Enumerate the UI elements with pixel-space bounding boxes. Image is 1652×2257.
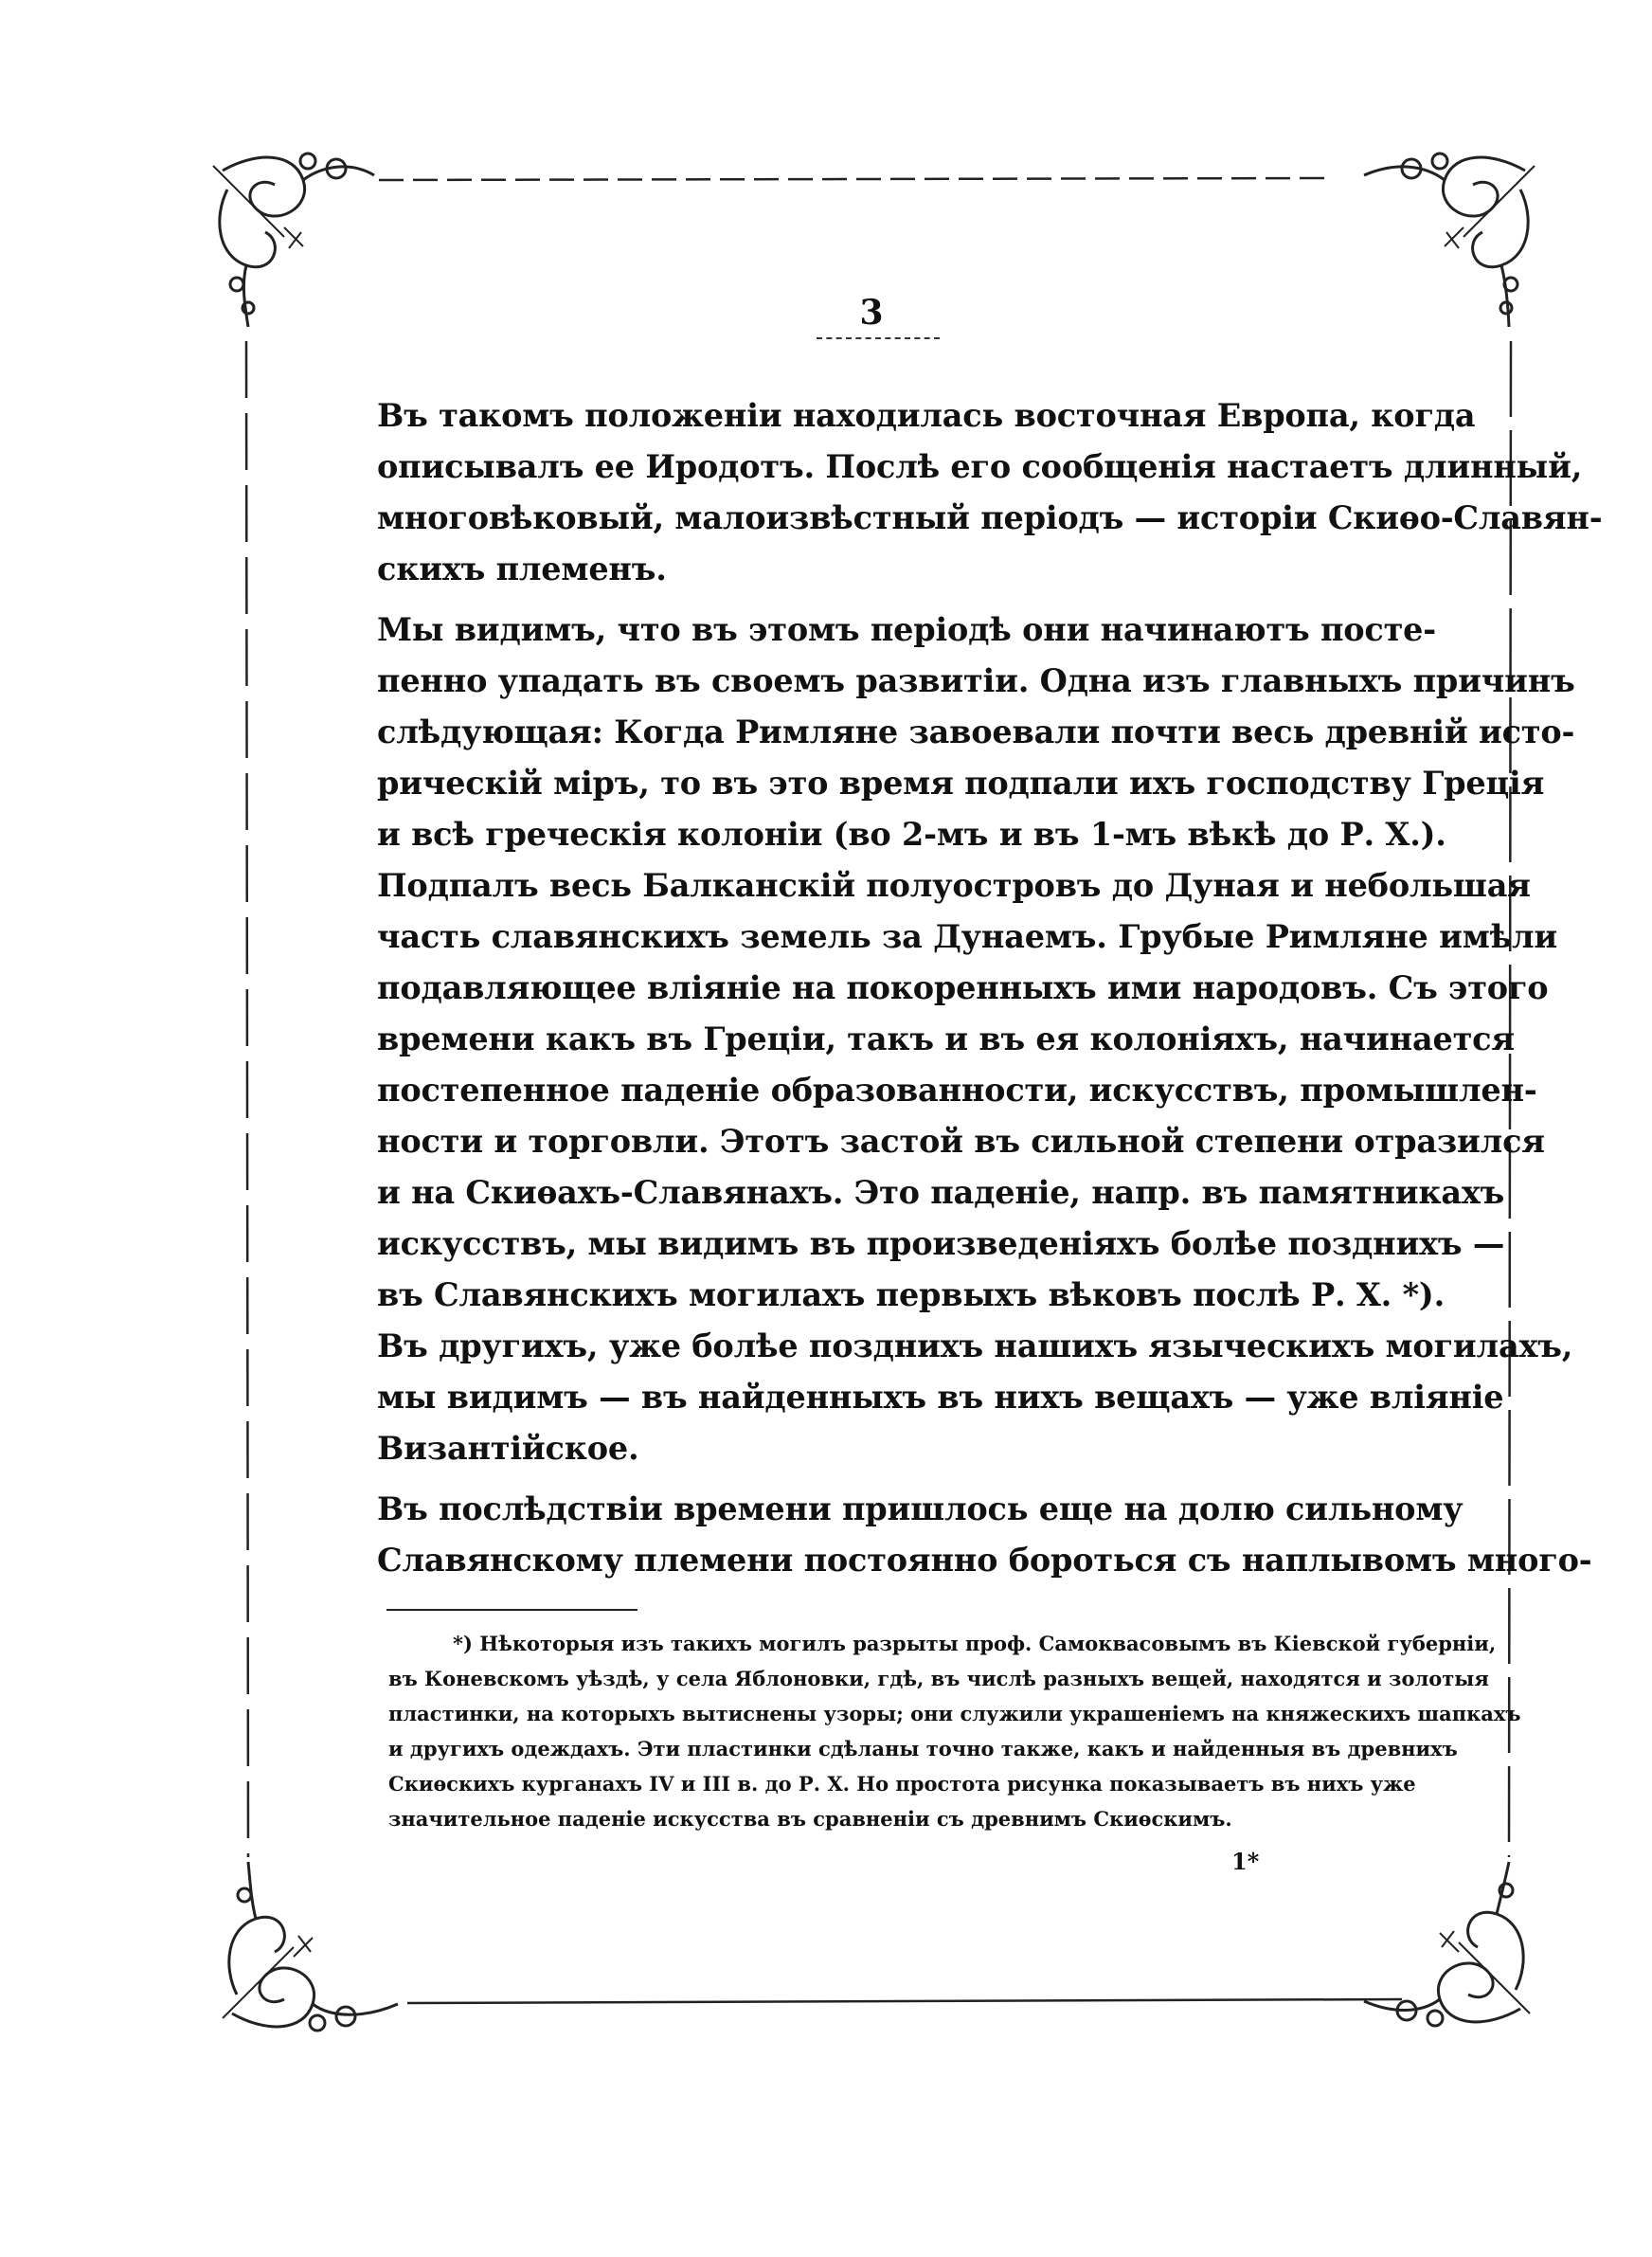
- corner-ornament-top-right: [1364, 153, 1535, 327]
- footnote: [388, 1626, 1521, 1836]
- text-line: описывалъ ее Иродотъ. Послѣ его сообщенiя настаетъ длинный,: [377, 448, 1583, 485]
- text-line: Мы видимъ, что въ этомъ перiодѣ они начинаютъ посте-: [377, 611, 1437, 648]
- page-number: 3: [859, 293, 884, 333]
- text-line: Славянскому племени постоянно бороться съ наплывомъ много-: [377, 1542, 1592, 1579]
- text-line: скихъ племенъ.: [377, 551, 667, 587]
- corner-ornament-bottom-right: [1364, 1862, 1530, 2026]
- footnote-line: въ Коневскомъ уѣздѣ, у села Яблоновки, гдѣ, въ числѣ разныхъ вещей, находятся и золотыя: [388, 1667, 1489, 1690]
- footnote-line: и другихъ одеждахъ. Эти пластинки сдѣланы точно также, какъ и найденныя въ древнихъ: [388, 1737, 1458, 1760]
- text-line: мы видимъ — въ найденныхъ въ нихъ вещахъ — уже влiянiе: [377, 1379, 1504, 1416]
- footnote-line: Скиѳскихъ курганахъ IV и III в. до Р. Х. Но простота рисунка показываетъ въ нихъ уже: [388, 1772, 1416, 1796]
- text-line: многовѣковый, малоизвѣстный перiодъ — исторiи Скиѳо-Славян-: [377, 499, 1603, 536]
- text-line: подавляющее влiянiе на покоренныхъ ими народовъ. Съ этого: [377, 969, 1549, 1006]
- corner-ornament-bottom-left: [223, 1862, 398, 2031]
- text-line: и всѣ греческiя колонiи (во 2-мъ и въ 1-мъ вѣкѣ до Р. Х.).: [377, 816, 1446, 853]
- footnote-line: пластинки, на которыхъ вытиснены узоры; они служили украшенiемъ на княжескихъ шапкахъ: [388, 1702, 1521, 1725]
- text-line: Въ послѣдствiи времени пришлось еще на долю сильному: [377, 1490, 1463, 1527]
- text-line: Византiйское.: [377, 1430, 639, 1467]
- footnote-separator: [386, 1609, 637, 1611]
- main-text-body: [377, 390, 1603, 1586]
- text-line: въ Славянскихъ могилахъ первыхъ вѣковъ послѣ Р. Х. *).: [377, 1276, 1446, 1313]
- text-line: Подпалъ весь Балканскiй полуостровъ до Дуная и небольшая: [377, 867, 1531, 904]
- text-line: и на Скиѳахъ-Славянахъ. Это паденiе, напр. въ памятникахъ: [377, 1174, 1505, 1211]
- corner-ornament-top-left: [213, 153, 374, 327]
- page-number-rule: [817, 337, 940, 339]
- text-line: пенно упадать въ своемъ развитiи. Одна изъ главныхъ причинъ: [377, 662, 1575, 699]
- signature-mark: 1*: [1231, 1848, 1260, 1875]
- text-line: постепенное паденiе образованности, искусствъ, промышлен-: [377, 1072, 1537, 1109]
- text-line: Въ такомъ положенiи находилась восточная Европа, когда: [377, 397, 1476, 434]
- text-line: ности и торговли. Этотъ застой въ сильной степени отразился: [377, 1123, 1545, 1160]
- text-line: искусствъ, мы видимъ въ произведенiяхъ болѣе позднихъ —: [377, 1225, 1505, 1262]
- footnote-line: значительное паденiе искусства въ сравненiи съ древнимъ Скиѳскимъ.: [388, 1807, 1232, 1831]
- text-line: времени какъ въ Грецiи, такъ и въ ея колонiяхъ, начинается: [377, 1020, 1515, 1057]
- text-line: слѣдующая: Когда Римляне завоевали почти весь древнiй исто-: [377, 713, 1575, 750]
- footnote-line: *) Нѣкоторыя изъ такихъ могилъ разрыты проф. Самоквасовымъ въ Кiевской губернiи,: [453, 1632, 1497, 1655]
- text-line: рическiй мiръ, то въ это время подпали ихъ господству Грецiя: [377, 765, 1545, 802]
- text-line: часть славянскихъ земель за Дунаемъ. Грубые Римляне имѣли: [377, 918, 1558, 955]
- text-line: Въ другихъ, уже болѣе позднихъ нашихъ языческихъ могилахъ,: [377, 1327, 1573, 1364]
